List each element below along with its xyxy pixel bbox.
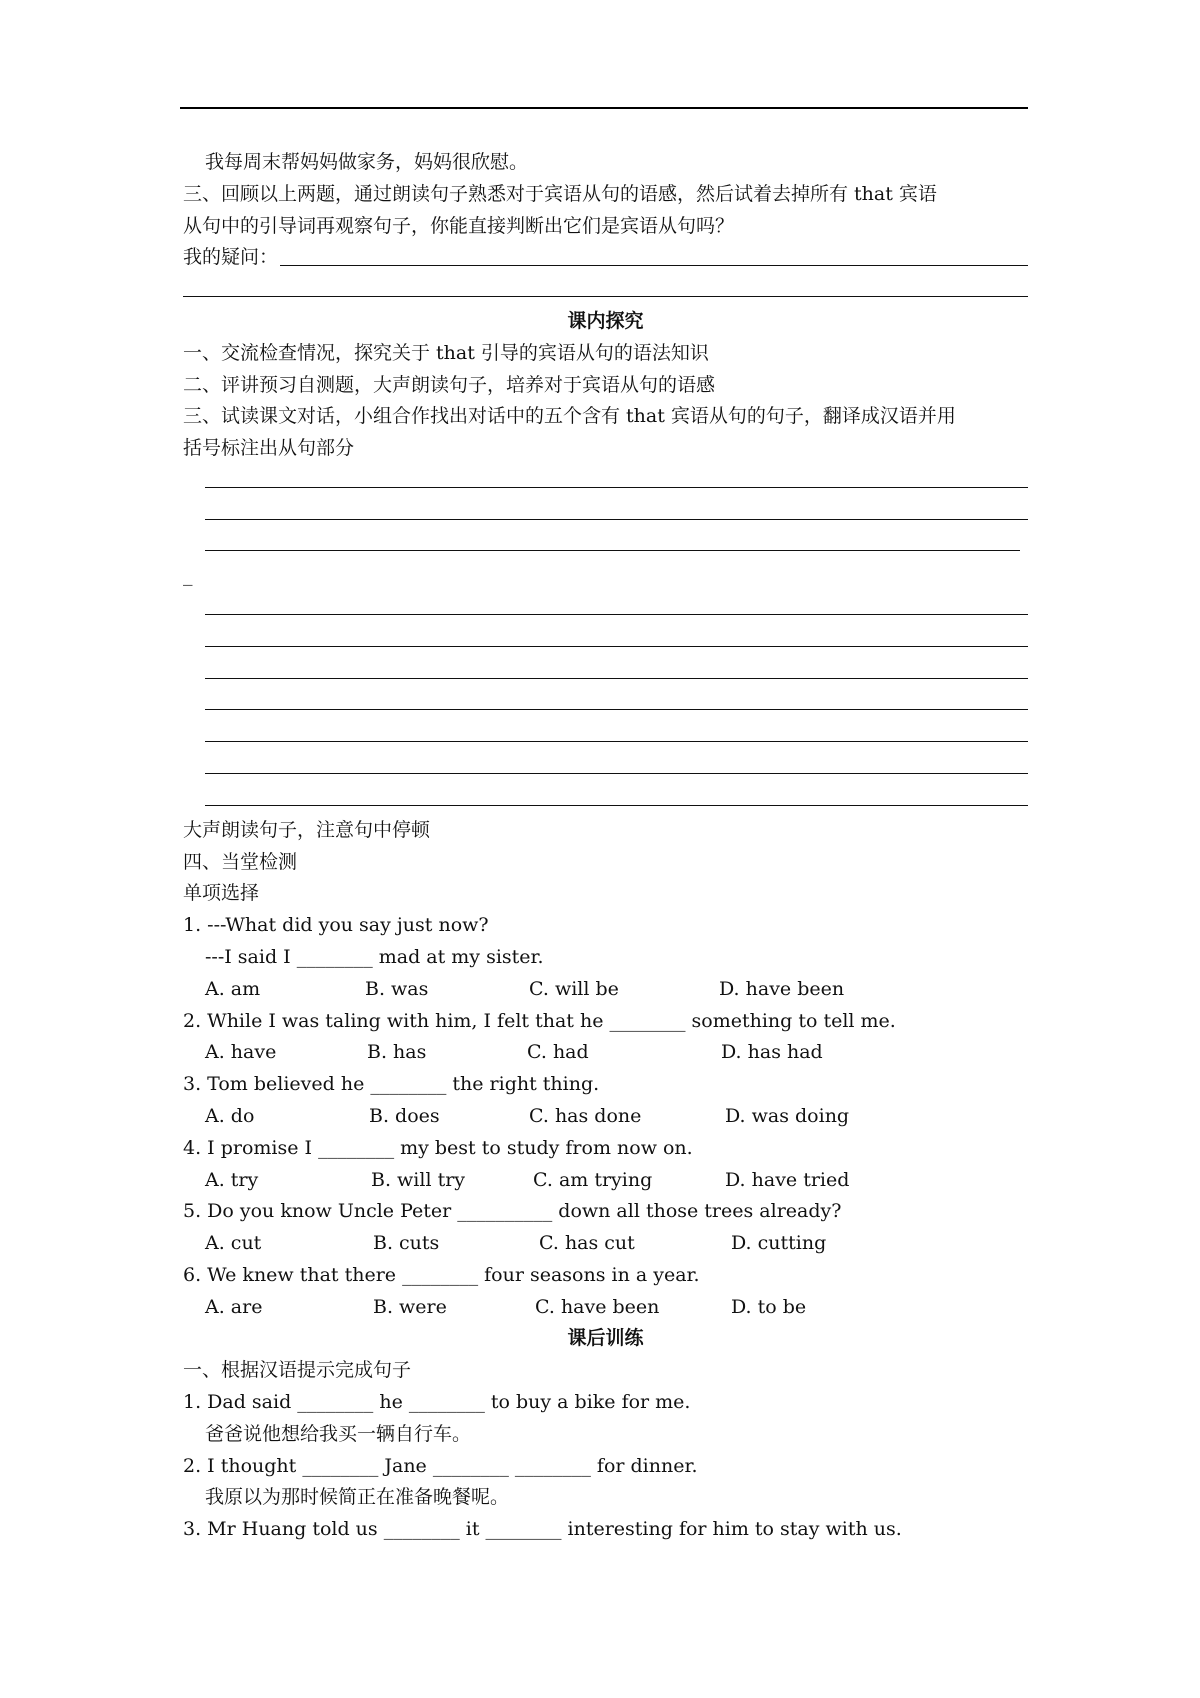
option-d[interactable]: D. to be [731,1295,807,1318]
question-6: 6. We knew that there ________ four seasons in a year. [183,1263,700,1286]
option-b[interactable]: B. does [369,1104,440,1127]
sentence-3: 3. Mr Huang told us ________ it ________ interesting for him to stay with us. [183,1518,902,1541]
option-a[interactable]: A. try [205,1168,259,1191]
in-class-test-heading: 四、当堂检测 [183,850,298,873]
option-a[interactable]: A. am [205,977,261,1000]
answer-line[interactable] [183,592,1028,624]
in-class-item-2: 二、评讲预习自测题，大声朗读句子，培养对于宾语从句的语感 [183,373,716,396]
answer-line[interactable] [183,656,1028,688]
option-b[interactable]: B. were [373,1295,447,1318]
answer-line[interactable] [183,529,1028,561]
option-c[interactable]: C. has cut [539,1232,635,1255]
read-aloud-note: 大声朗读句子，注意句中停顿 [183,818,431,841]
header-rule [180,107,1028,109]
question-1-line-1: 1. ---What did you say just now? [183,914,489,937]
multiple-choice-heading: 单项选择 [183,882,260,905]
option-d[interactable]: D. was doing [725,1104,850,1127]
answer-line[interactable] [183,751,1028,783]
sentence-1-chinese: 爸爸说他想给我买一辆自行车。 [205,1422,472,1445]
option-c[interactable]: C. am trying [533,1168,653,1191]
option-c[interactable]: C. will be [529,977,619,1000]
question-4: 4. I promise I ________ my best to study from now on. [183,1136,693,1159]
question-5-options [183,1228,1028,1260]
question-5: 5. Do you know Uncle Peter __________ down all those trees already? [183,1200,842,1223]
doubt-answer-line[interactable] [280,265,1028,266]
stray-dash: _ [183,564,193,587]
answer-line[interactable] [183,688,1028,720]
option-d[interactable]: D. cutting [731,1232,827,1255]
option-a[interactable]: A. are [205,1295,263,1318]
question-2-options [183,1037,1028,1069]
doubt-answer-line-2[interactable] [183,274,1028,306]
in-class-item-3: 三、试读课文对话，小组合作找出对话中的五个含有 that 宾语从句的句子，翻译成汉语并用 [183,405,956,428]
question-1-line-2: ---I said I ________ mad at my sister. [205,945,544,968]
question-2: 2. While I was taling with him, I felt that he ________ something to tell me. [183,1009,896,1032]
question-6-options [183,1292,1028,1324]
in-class-item-1: 一、交流检查情况，探究关于 that 引导的宾语从句的语法知识 [183,341,709,364]
intro-item-3-line-2: 从句中的引导词再观察句子，你能直接判断出它们是宾语从句吗？ [183,214,735,237]
option-c[interactable]: C. has done [529,1104,642,1127]
answer-line[interactable] [183,497,1028,529]
sentence-2-chinese: 我原以为那时候简正在准备晚餐呢。 [205,1486,510,1509]
after-class-heading: 一、根据汉语提示完成句子 [183,1359,412,1382]
answer-line[interactable] [183,465,1028,497]
sentence-1: 1. Dad said ________ he ________ to buy a bike for me. [183,1391,691,1414]
doubt-row [183,242,1028,274]
option-c[interactable]: C. had [527,1041,589,1064]
section-title-in-class: 课内探究 [567,309,644,332]
option-b[interactable]: B. cuts [373,1232,440,1255]
option-d[interactable]: D. have tried [725,1168,850,1191]
intro-sentence: 我每周末帮妈妈做家务，妈妈很欣慰。 [205,151,529,173]
option-a[interactable]: A. do [205,1104,255,1127]
worksheet-body [183,147,1028,1546]
question-3: 3. Tom believed he ________ the right thing. [183,1073,600,1096]
doubt-label: 我的疑问： [183,246,279,269]
option-b[interactable]: B. was [365,977,429,1000]
in-class-item-3-cont: 括号标注出从句部分 [183,437,355,460]
question-1-options [183,974,1028,1006]
intro-item-3-line-1: 三、回顾以上两题，通过朗读句子熟悉对于宾语从句的语感，然后试着去掉所有 that 宾语 [183,182,937,205]
answer-line[interactable] [183,783,1028,815]
option-a[interactable]: A. have [205,1041,277,1064]
answer-line[interactable] [183,624,1028,656]
option-d[interactable]: D. have been [719,977,845,1000]
option-b[interactable]: B. has [367,1041,427,1064]
sentence-2: 2. I thought ________ Jane ________ ________ for dinner. [183,1454,698,1477]
section-title-after-class: 课后训练 [567,1327,644,1350]
option-c[interactable]: C. have been [535,1295,660,1318]
question-4-options [183,1165,1028,1197]
option-b[interactable]: B. will try [371,1168,466,1191]
question-3-options [183,1101,1028,1133]
option-d[interactable]: D. has had [721,1041,823,1064]
answer-line[interactable] [183,719,1028,751]
option-a[interactable]: A. cut [205,1232,262,1255]
